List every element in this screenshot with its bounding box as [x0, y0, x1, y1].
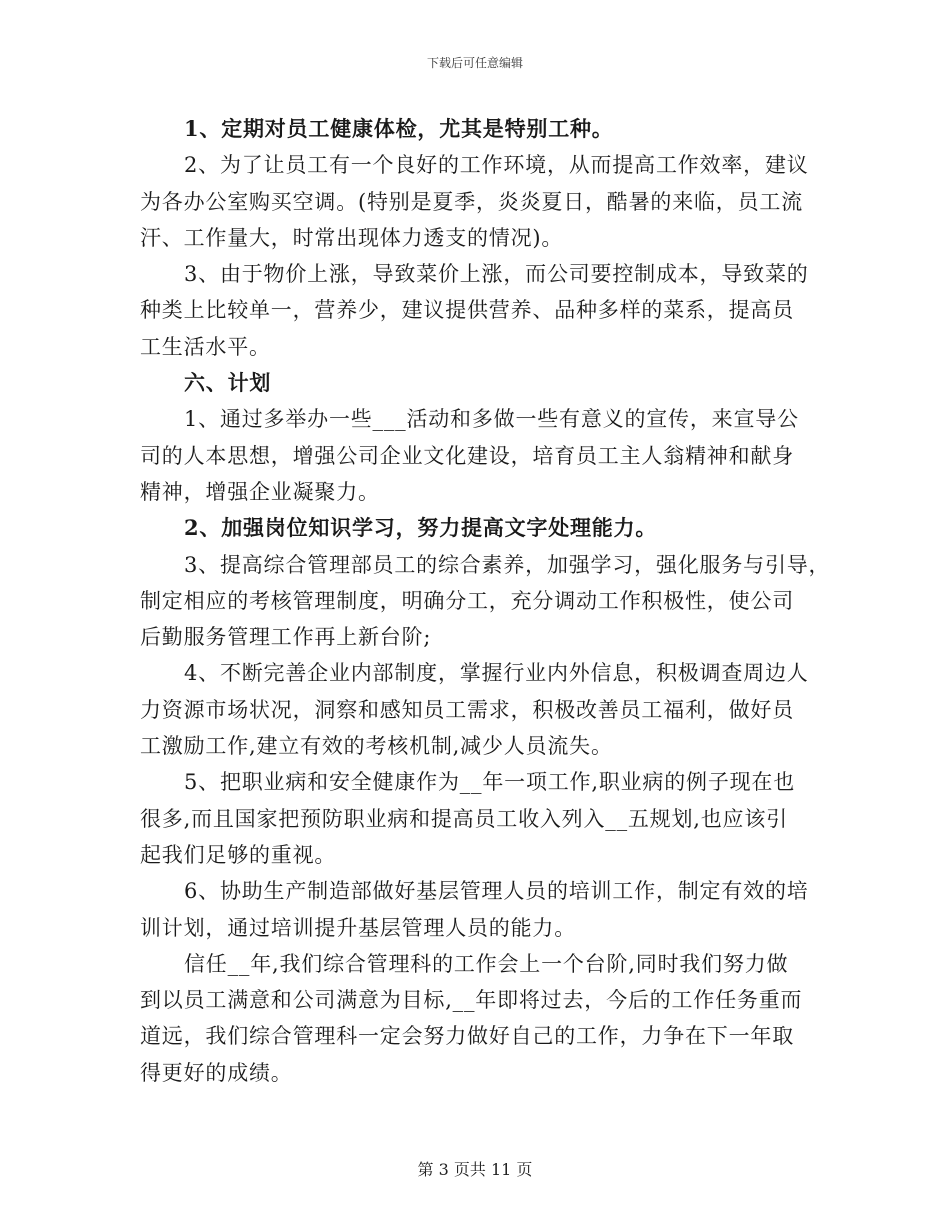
paragraph-line: 道远，我们综合管理科一定会努力做好自己的工作，力争在下一年取: [140, 1024, 794, 1049]
paragraph-line: 3、提高综合管理部员工的综合素养，加强学习，强化服务与引导，: [184, 552, 831, 577]
paragraph-line: 信任__年,我们综合管理科的工作会上一个台阶,同时我们努力做: [184, 951, 789, 976]
paragraph-occupational-health: [140, 764, 820, 873]
paragraph-line: 训计划，通过培训提升基层管理人员的能力。: [140, 915, 576, 940]
paragraph-line: 2、为了让员工有一个良好的工作环境，从而提高工作效率，建议: [184, 153, 809, 178]
paragraph-line: 得更好的成绩。: [140, 1060, 293, 1085]
section-heading-text: 六、计划: [184, 370, 272, 396]
paragraph-line: 司的人本思想，增强公司企业文化建设，培育员工主人翁精神和献身: [140, 443, 794, 468]
paragraph-line: 5、把职业病和安全健康作为__年一项工作,职业病的例子现在也: [184, 770, 796, 795]
paragraph-line: 精神，增强企业凝聚力。: [140, 479, 380, 504]
paragraph-line: 工生活水平。: [140, 334, 271, 359]
paragraph-line: 为各办公室购买空调。(特别是夏季，炎炎夏日，酷暑的来临，员工流: [140, 189, 803, 214]
paragraph-line: 到以员工满意和公司满意为目标,__年即将过去，今后的工作任务重而: [140, 988, 803, 1013]
paragraph-culture: [140, 401, 820, 510]
paragraph-training: [140, 873, 820, 946]
paragraph-health-check: [140, 111, 820, 147]
paragraph-line: 制定相应的考核管理制度，明确分工，充分调动工作积极性，使公司: [140, 588, 794, 613]
paragraph-line: 后勤服务管理工作再上新台阶;: [140, 625, 432, 650]
page-number: 第 3 页共 11 页: [417, 1160, 533, 1179]
paragraph-line: 3、由于物价上涨，导致菜价上涨，而公司要控制成本，导致菜的: [184, 262, 809, 287]
paragraph-learning: [140, 510, 820, 546]
paragraph-line: 6、协助生产制造部做好基层管理人员的培训工作，制定有效的培: [184, 879, 809, 904]
paragraph-line: 力资源市场状况，洞察和感知员工需求，积极改善员工福利，做好员: [140, 697, 794, 722]
paragraph-line: 起我们足够的重视。: [140, 842, 337, 867]
paragraph-line: 4、不断完善企业内部制度，掌握行业内外信息，积极调查周边人: [184, 661, 809, 686]
paragraph-internal-systems: [140, 655, 820, 764]
page-header: 下载后可任意编辑: [426, 56, 523, 70]
paragraph-line: 汗、工作量大，时常出现体力透支的情况)。: [140, 225, 564, 250]
paragraph-line: 1、定期对员工健康体检，尤其是特别工种。: [184, 116, 614, 141]
paragraph-line: 很多,而且国家把预防职业病和提高员工收入列入__五规划,也应该引: [140, 806, 788, 831]
paragraph-staff-quality: [140, 547, 831, 656]
paragraph-line: 工激励工作,建立有效的考核机制,减少人员流失。: [140, 734, 613, 759]
paragraph-line: 1、通过多举办一些___活动和多做一些有意义的宣传，来宣导公: [184, 407, 799, 432]
paragraph-canteen: [140, 256, 820, 365]
paragraph-conclusion: [140, 946, 820, 1091]
paragraph-air-conditioning: [140, 147, 820, 256]
document-body: [140, 111, 831, 1091]
paragraph-line: 2、加强岗位知识学习，努力提高文字处理能力。: [184, 515, 658, 541]
paragraph-line: 种类上比较单一，营养少，建议提供营养、品种多样的菜系，提高员: [140, 298, 794, 323]
section-heading-plan: [140, 365, 820, 401]
